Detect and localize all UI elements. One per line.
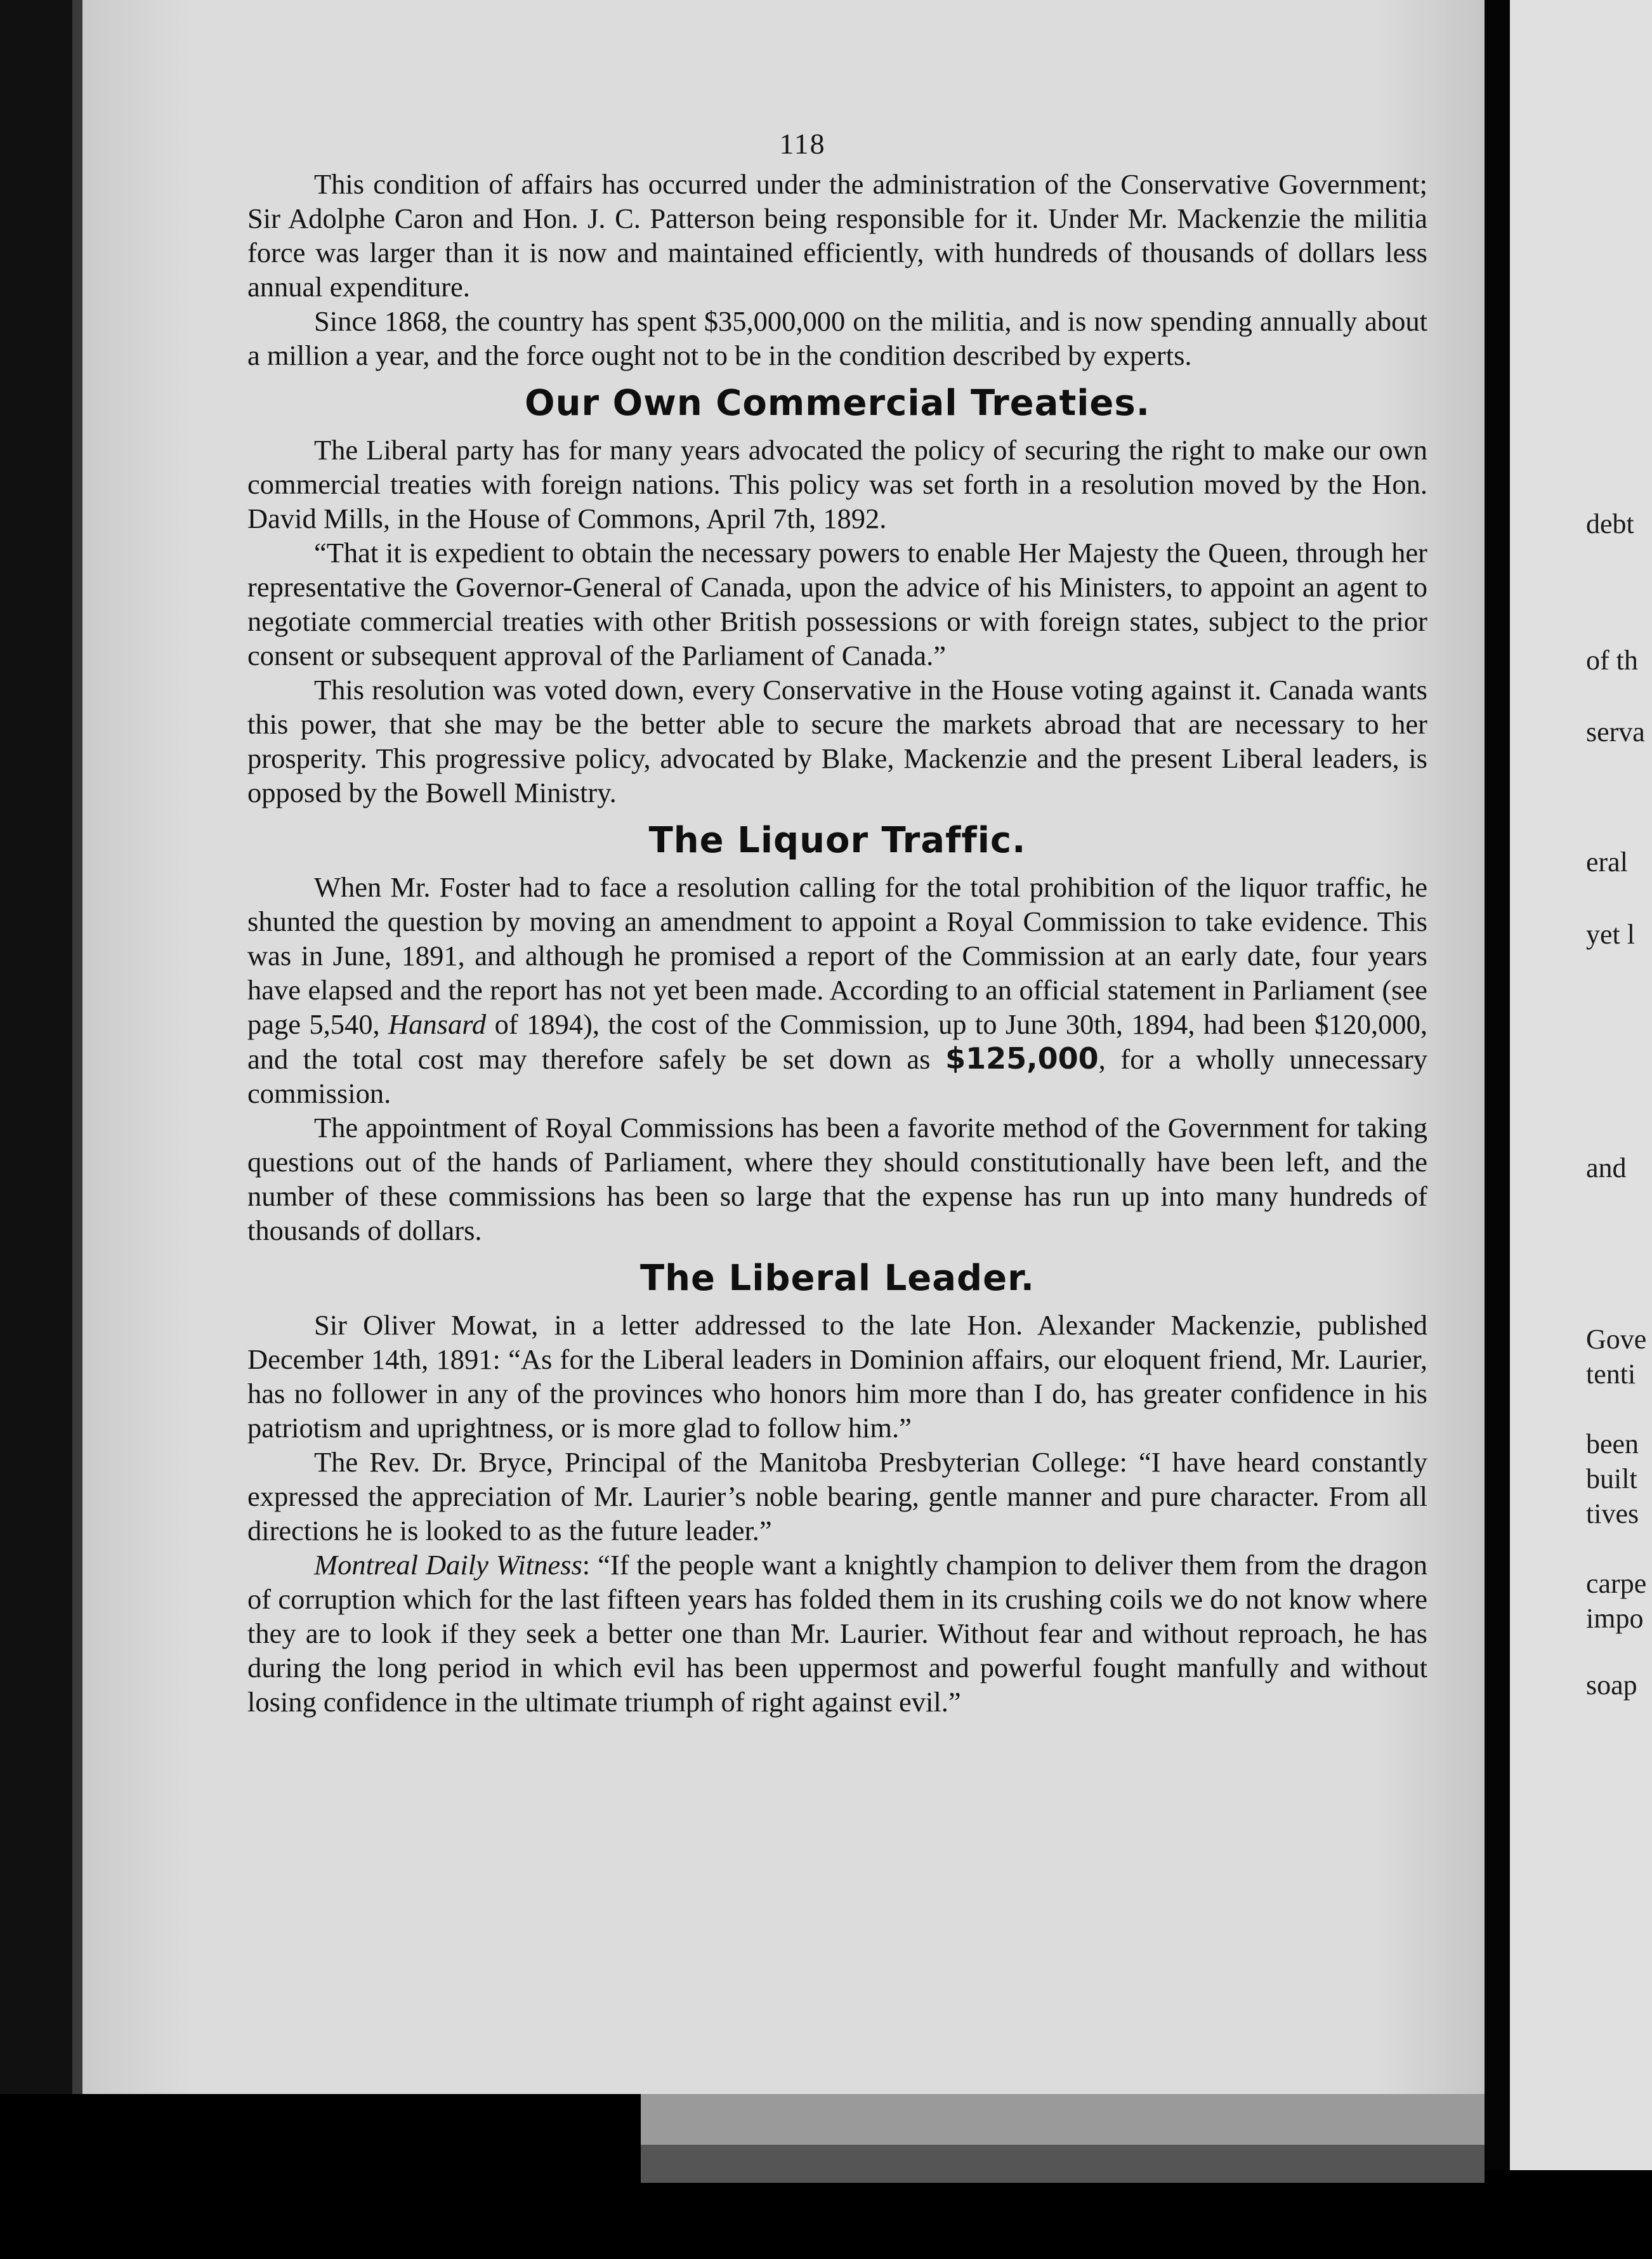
paragraph-text: When Mr. Foster had to face a resolution calling for the total prohibition of the liquor traffic, he shunted the question by moving an amendment to appoint a Royal Commission to take evidence. This was in June, 1891, and although he promised a report of the Commission at an early date, four years have elapsed and the report has not yet been made. According to an official statement in Parliament (see page 5,540,: [247, 871, 1427, 1040]
facing-page-fragment: debt: [1586, 508, 1634, 539]
paragraph: [247, 1548, 1427, 1719]
paragraph: Sir Oliver Mowat, in a letter addressed to the late Hon. Alexander Mackenzie, published December 14th, 1891: “As for the Liberal leaders in Dominion affairs, our eloquent friend, Mr. Laurier, has no follower in any of the provinces who honors him more than I do, has greater confidence in his patriotism and uprightness, or is more glad to follow him.”: [247, 1309, 1427, 1444]
facing-page-fragment: built: [1586, 1463, 1637, 1494]
facing-page-fragment: yet l: [1586, 919, 1635, 950]
hansard-title: Hansard: [388, 1008, 487, 1040]
quoted-resolution: “That it is expedient to obtain the necessary powers to enable Her Majesty the Queen, through her representative the Governor-General of Canada, upon the advice of his Ministers, to appoint an agent to negotiate commercial treaties with other British possessions or with foreign states, subject to the prior consent or subsequent approval of the Parliament of Canada.”: [247, 537, 1427, 671]
facing-page-fragment: of th: [1586, 645, 1638, 676]
facing-page-fragment: eral: [1586, 846, 1628, 878]
section-heading: The Liberal Leader.: [639, 1258, 1035, 1299]
paragraph-text: of 1894), the cost of the Commission, up to June 30th, 1894, had been $120,000, and the total cost may therefore safely be set down as: [247, 1008, 1427, 1075]
facing-page-fragment: Gove: [1586, 1324, 1647, 1355]
section-heading: The Liquor Traffic.: [648, 820, 1026, 861]
paragraph: The Liberal party has for many years advocated the policy of securing the right to make our own commercial treaties with foreign nations. This policy was set forth in a resolution moved by the Hon. David Mills, in the House of Commons, April 7th, 1892.: [247, 434, 1427, 534]
facing-page-fragment: and: [1586, 1152, 1627, 1183]
facing-page-fragment: tenti: [1586, 1359, 1636, 1390]
newspaper-source: Montreal Daily Witness: [314, 1549, 582, 1581]
facing-page: [1510, 0, 1652, 2170]
book-binding-edge: [0, 0, 82, 2094]
facing-page-fragment: soap: [1586, 1670, 1637, 1701]
facing-page-fragment: tives: [1586, 1498, 1639, 1529]
paragraph: This condition of affairs has occurred under the administration of the Conservative Government; Sir Adolphe Caron and Hon. J. C. Patterson being responsible for it. Under Mr. Mackenzie the militia force was larger than it is now and maintained efficiently, with hundreds of thousands of dollars less annual expenditure.: [247, 168, 1427, 303]
paragraph: The appointment of Royal Commissions has been a favorite method of the Government for taking questions out of the hands of Parliament, where they should constitutionally have been left, and the number of these commissions has been so large that the expense has run up into many hundreds of thousands of dollars.: [247, 1112, 1427, 1246]
paragraph-text: , for a wholly unnecessary commission.: [247, 1043, 1427, 1109]
facing-page-fragment: impo: [1586, 1603, 1644, 1634]
paragraph: Since 1868, the country has spent $35,000,000 on the militia, and is now spending annually about a million a year, and the force ought not to be in the condition described by experts.: [247, 305, 1427, 371]
paragraph: The Rev. Dr. Bryce, Principal of the Manitoba Presbyterian College: “I have heard constantly expressed the appreciation of Mr. Laurier’s noble bearing, gentle manner and pure character. From all directions he is looked to as the future leader.”: [247, 1446, 1427, 1546]
paragraph: [247, 870, 1427, 1110]
section-heading: Our Own Commercial Treaties.: [524, 383, 1150, 424]
page-bottom-edge: [641, 2094, 1485, 2145]
facing-page-fragment: serva: [1586, 716, 1645, 748]
total-cost-amount: $125,000: [945, 1041, 1099, 1076]
facing-page-fragment: been: [1586, 1428, 1639, 1459]
page-number: 118: [779, 128, 826, 160]
paragraph: This resolution was voted down, every Conservative in the House voting against it. Canada wants this power, that she may be the better able to secure the markets abroad that are necessary to her prosperity. This progressive policy, advocated by Blake, Mackenzie and the present Liberal leaders, is opposed by the Bowell Ministry.: [247, 674, 1427, 808]
paragraph-text: : “If the people want a knightly champion to deliver them from the dragon of corruption which for the last fifteen years has folded them in its crushing coils we do not know where they are to look if they seek a better one than Mr. Laurier. Without fear and without reproach, he has during the long period in which evil has been uppermost and powerful fought manfully and without losing confidence in the ultimate triumph of right against evil.”: [247, 1549, 1427, 1718]
page-content: [247, 127, 1427, 1719]
facing-page-fragment: carpe: [1586, 1568, 1647, 1599]
page-gutter: [1485, 0, 1510, 2170]
page-bottom-shadow: [641, 2145, 1485, 2183]
